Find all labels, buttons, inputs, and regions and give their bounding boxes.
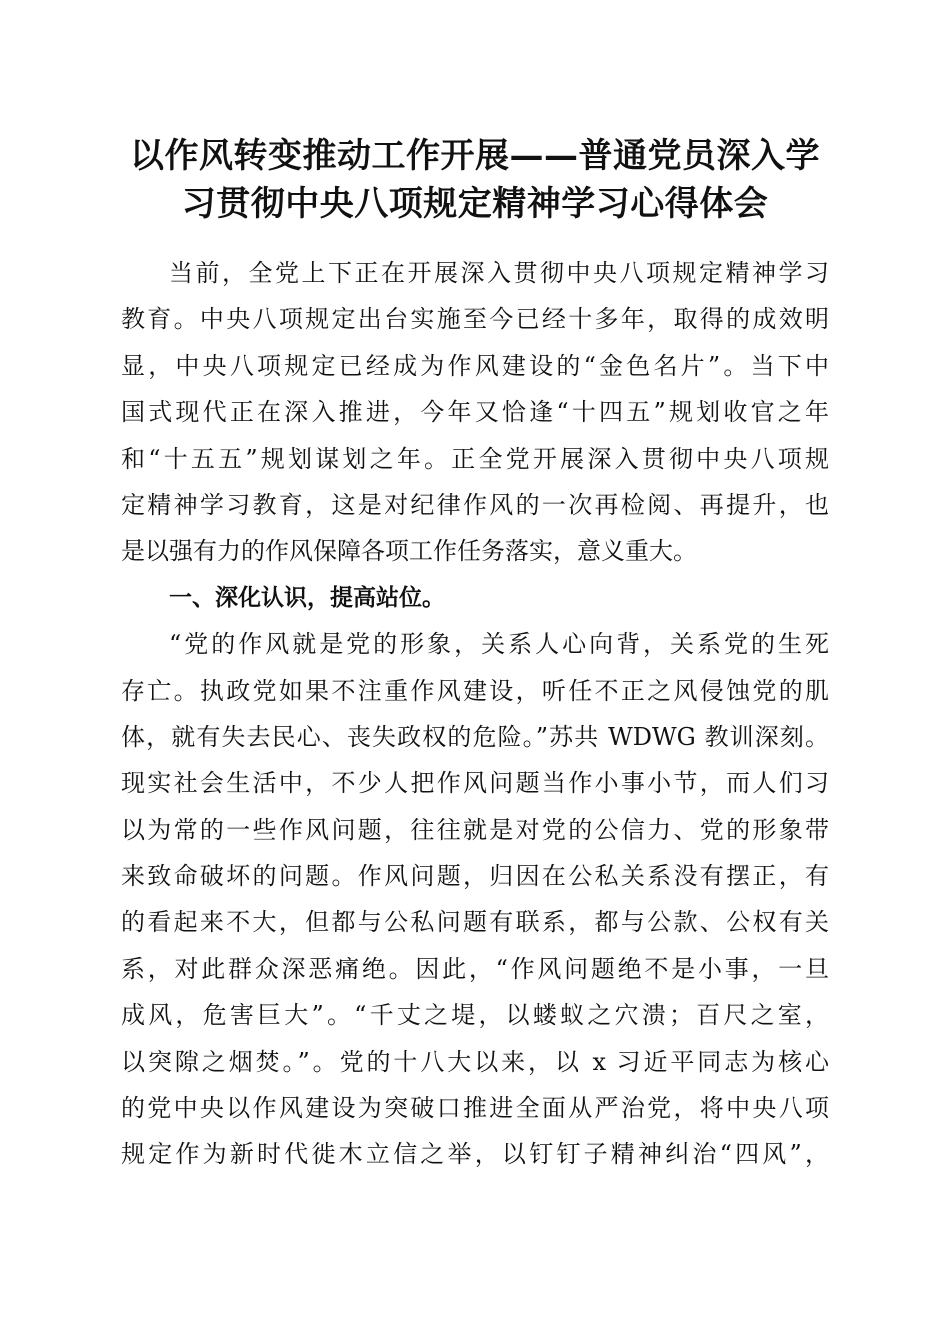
paragraph-line: 教育。中央八项规定出台实施至今已经十多年，取得的成效明: [121, 305, 829, 334]
paragraph-line: 体，就有失去民心、丧失政权的危险。”苏共 WDWG 教训深刻。: [121, 722, 829, 751]
paragraph-line: 成风，危害巨大”。“千丈之堤，以蝼蚁之穴溃；百尺之室，: [121, 1001, 829, 1030]
title-line-1: 以作风转变推动工作开展——普通党员深入学: [130, 136, 820, 176]
section-heading: 一、深化认识，提高站位。: [169, 584, 445, 611]
document-body: [121, 250, 829, 1178]
paragraph-line: 显，中央八项规定已经成为作风建设的“金色名片”。当下中: [121, 351, 829, 380]
paragraph-line: 的党中央以作风建设为突破口推进全面从严治党，将中央八项: [121, 1094, 829, 1123]
paragraph-line: 定精神学习教育，这是对纪律作风的一次再检阅、再提升，也: [121, 490, 829, 519]
paragraph-line: 是以强有力的作风保障各项工作任务落实，意义重大。: [121, 537, 697, 566]
paragraph-line: 规定作为新时代徙木立信之举，以钉钉子精神纠治“四风”，: [121, 1140, 829, 1169]
paragraph-line: “党的作风就是党的形象，关系人心向背，关系党的生死: [169, 630, 829, 659]
paragraph-line: 系，对此群众深恶痛绝。因此，“作风问题绝不是小事，一旦: [121, 954, 829, 983]
paragraph-line: 国式现代正在深入推进，今年又恰逢“十四五”规划收官之年: [121, 398, 829, 427]
paragraph-line: 和“十五五”规划谋划之年。正全党开展深入贯彻中央八项规: [121, 444, 829, 473]
paragraph-line: 的看起来不大，但都与公私问题有联系，都与公款、公权有关: [121, 908, 829, 937]
paragraph-line: 以突隙之烟焚。”。党的十八大以来，以 x 习近平同志为核心: [121, 1047, 829, 1076]
paragraph-line: 以为常的一些作风问题，往往就是对党的公信力、党的形象带: [121, 815, 829, 844]
paragraph-line: 来致命破坏的问题。作风问题，归因在公私关系没有摆正，有: [121, 862, 829, 891]
title-line-2: 习贯彻中央八项规定精神学习心得体会: [181, 184, 769, 224]
paragraph-line: 当前，全党上下正在开展深入贯彻中央八项规定精神学习: [169, 259, 829, 287]
paragraph-line: 现实社会生活中，不少人把作风问题当作小事小节，而人们习: [121, 769, 829, 798]
document-title: [110, 132, 840, 228]
paragraph-line: 存亡。执政党如果不注重作风建设，听任不正之风侵蚀党的肌: [121, 676, 829, 705]
